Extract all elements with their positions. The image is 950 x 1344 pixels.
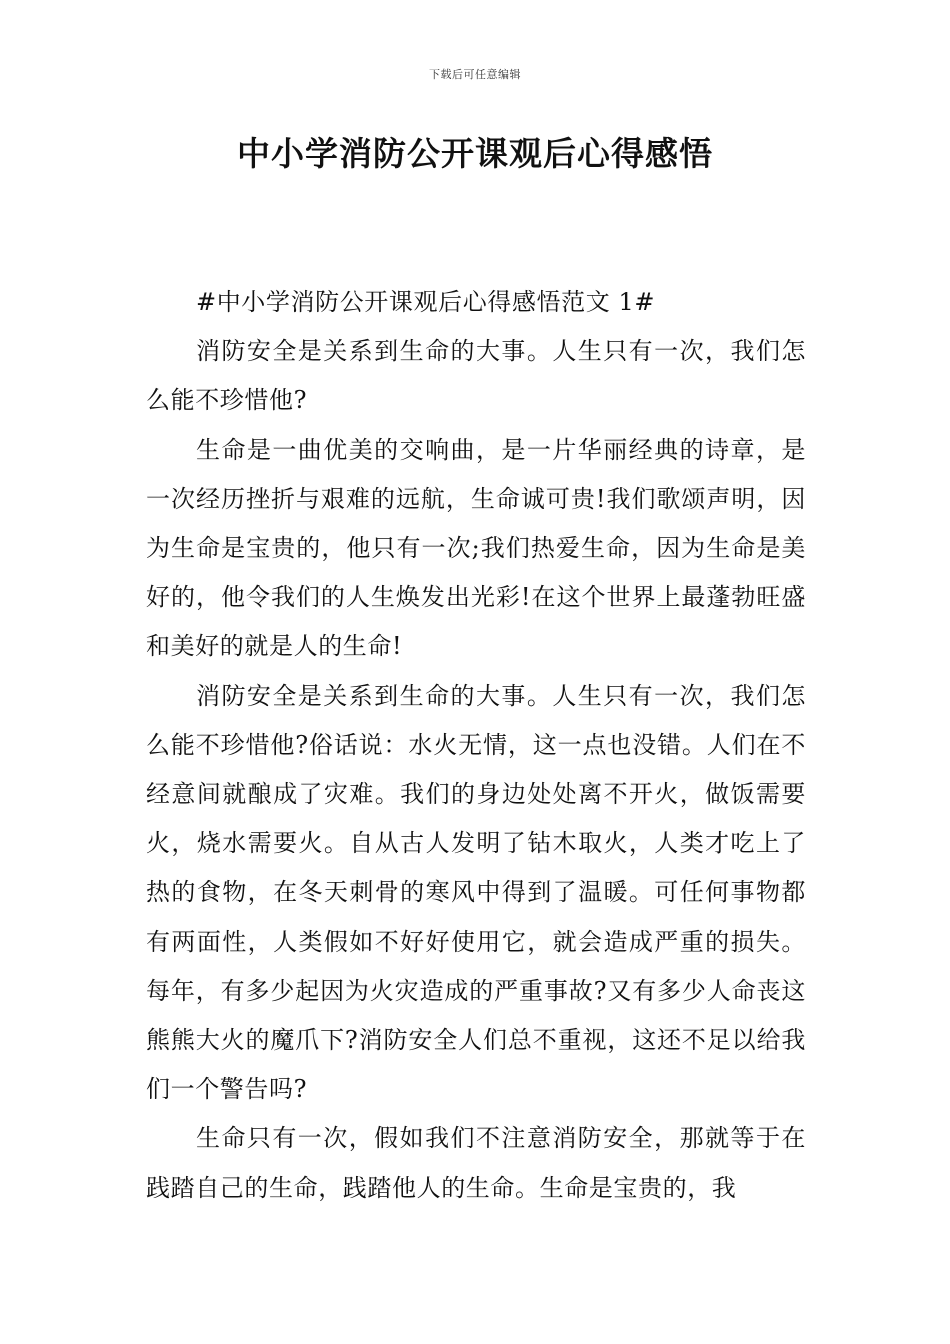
- page-title: 中小学消防公开课观后心得感悟: [237, 134, 713, 173]
- header-note: 下载后可任意编辑: [429, 68, 521, 81]
- document-body: [146, 278, 806, 1213]
- paragraph-4: 生命只有一次，假如我们不注意消防安全，那就等于在践踏自己的生命，践踏他人的生命。生命是宝贵的，我: [146, 1124, 806, 1202]
- section-heading: #中小学消防公开课观后心得感悟范文 1#: [196, 288, 656, 316]
- paragraph-1: 消防安全是关系到生命的大事。人生只有一次，我们怎么能不珍惜他?: [146, 337, 806, 415]
- paragraph-2: 生命是一曲优美的交响曲，是一片华丽经典的诗章，是一次经历挫折与艰难的远航，生命诚可贵!我们歌颂声明，因为生命是宝贵的，他只有一次;我们热爱生命，因为生命是美好的，他令我们的人生焕发出光彩!在这个世界上最蓬勃旺盛和美好的就是人的生命!: [146, 435, 806, 661]
- paragraph-3: 消防安全是关系到生命的大事。人生只有一次，我们怎么能不珍惜他?俗话说：水火无情，这一点也没错。人们在不经意间就酿成了灾难。我们的身边处处离不开火，做饭需要火，烧水需要火。自从古人发明了钻木取火，人类才吃上了热的食物，在冬天刺骨的寒风中得到了温暖。可任何事物都有两面性，人类假如不好好使用它，就会造成严重的损失。每年，有多少起因为火灾造成的严重事故?又有多少人命丧这熊熊大火的魔爪下?消防安全人们总不重视，这还不足以给我们一个警告吗?: [146, 681, 806, 1104]
